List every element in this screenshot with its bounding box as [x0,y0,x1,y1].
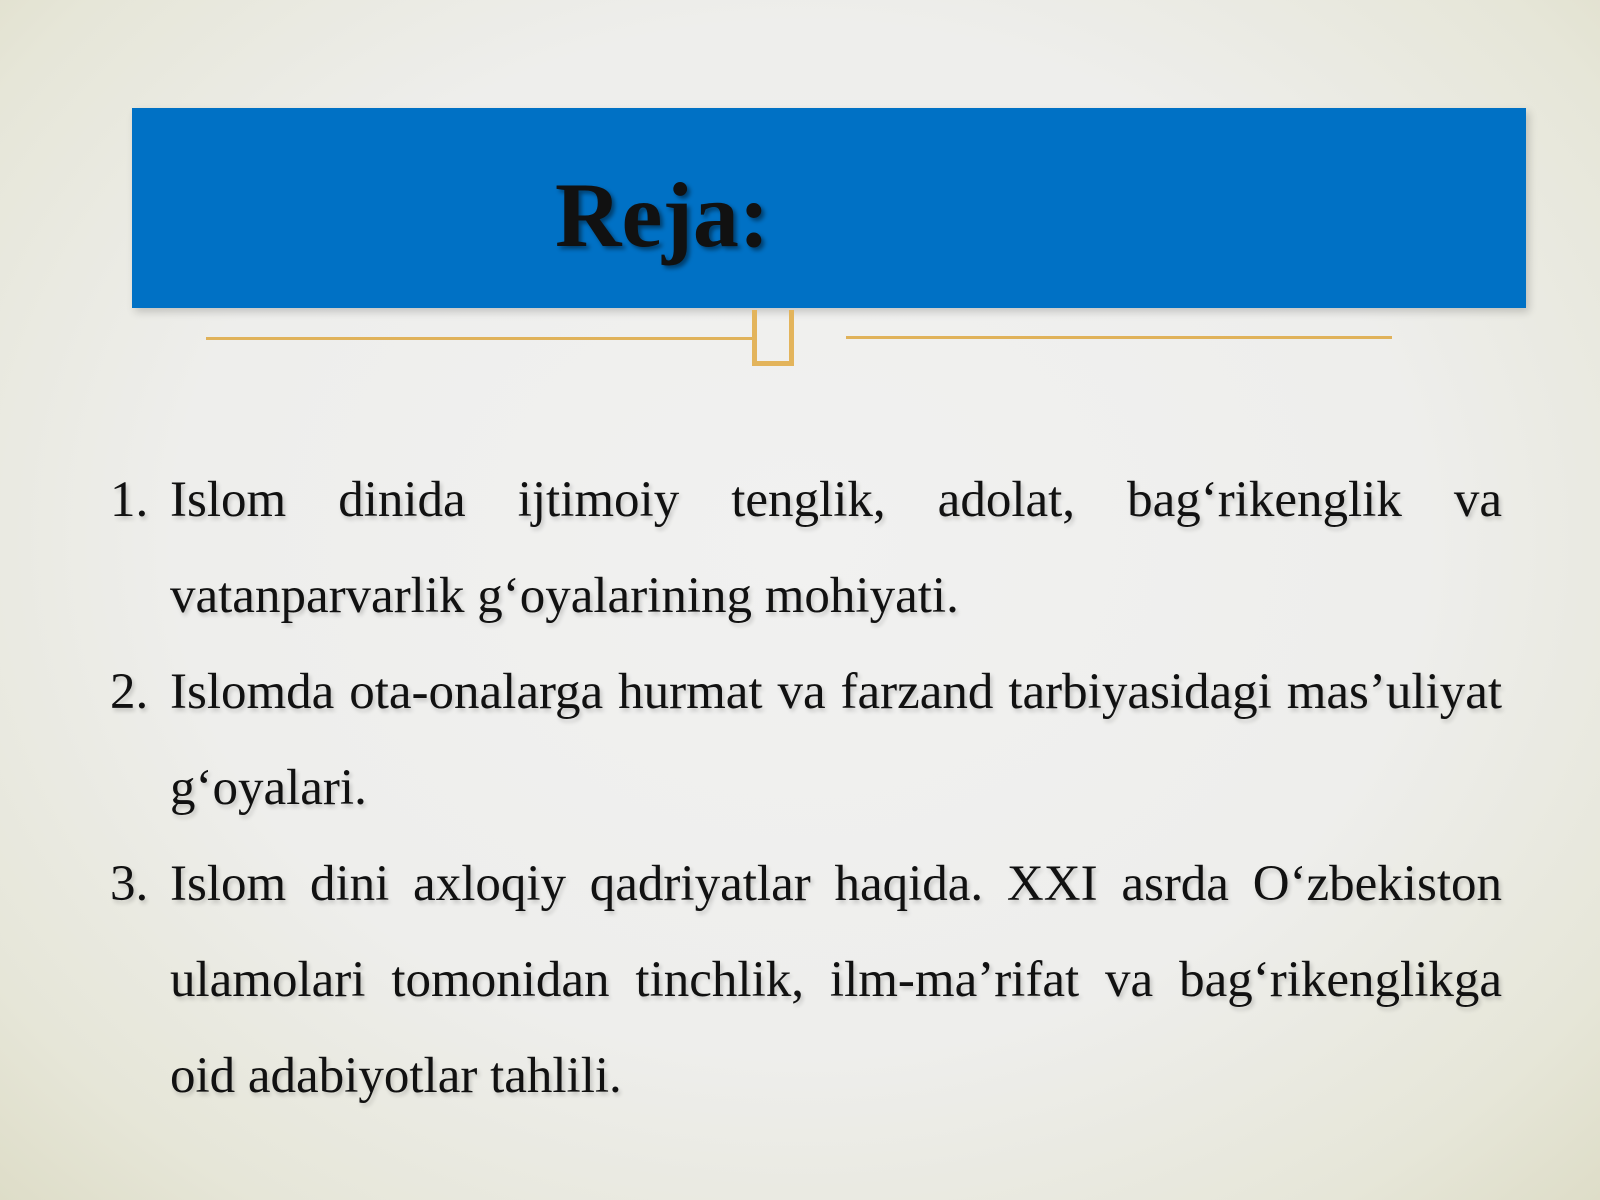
title-bar [132,108,1526,308]
divider-right [846,336,1392,339]
list-item [100,452,1502,644]
list-item-number: 3. [110,856,149,912]
list-item-number: 2. [110,664,149,720]
list-item-text: Islom dinida ijtimoiy tenglik, adolat, bag‘rikenglik va vatanparvarlik g‘oyalarining mohiyati. [170,472,1502,624]
list-item-text: Islom dini axloqiy qadriyatlar haqida. XXI asrda O‘zbekiston ulamolari tomonidan tinchlik, ilm-ma’rifat va bag‘rikenglikga oid adabiyotlar tahlili. [170,856,1502,1104]
list-item [100,836,1502,1124]
plan-list [100,452,1502,1124]
list-item-number: 1. [110,472,149,528]
list-item-text: Islomda ota-onalarga hurmat va farzand tarbiyasidagi mas’uliyat g‘oyalari. [170,664,1502,816]
bracket-ornament-icon [752,310,794,366]
list-item [100,644,1502,836]
divider-left [206,337,754,340]
slide-title: Reja: [555,164,770,266]
